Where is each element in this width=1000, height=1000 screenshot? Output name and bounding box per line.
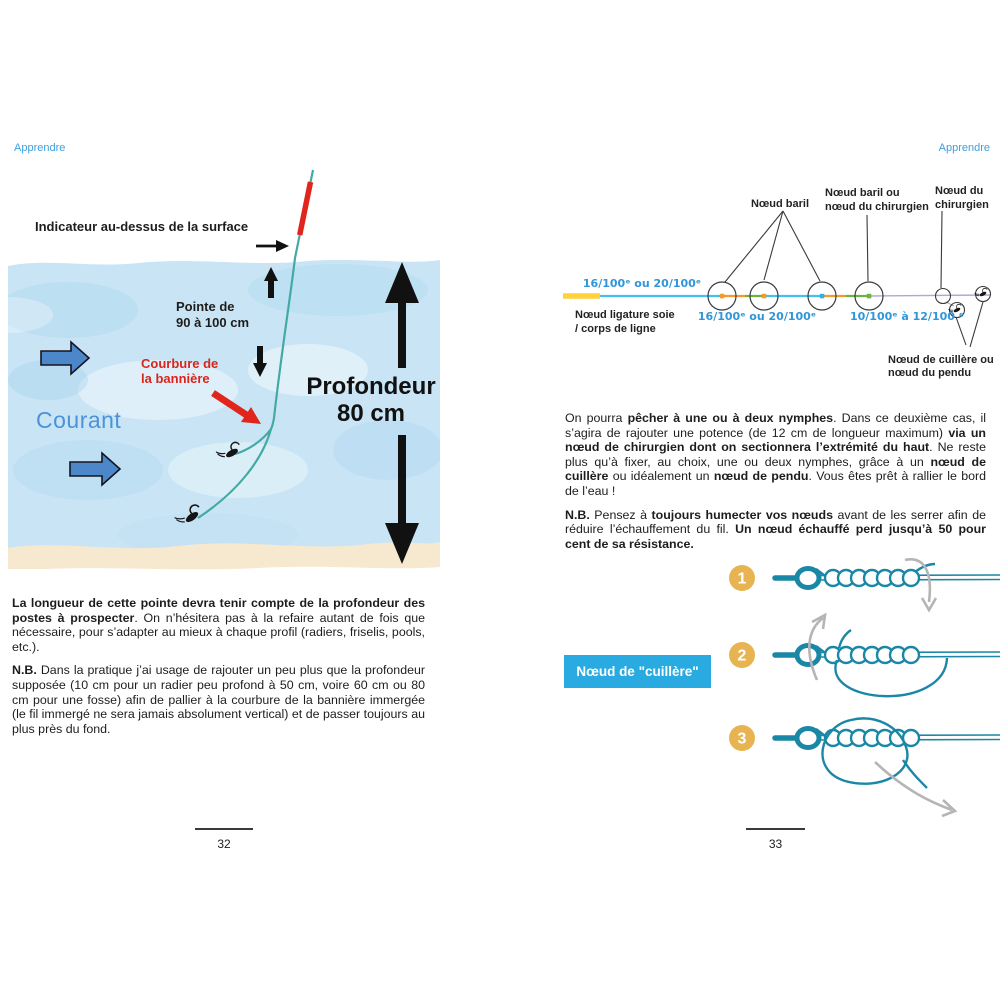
step-1-number: 1 xyxy=(737,570,747,588)
ligature-label-2: / corps de ligne xyxy=(575,323,656,335)
spoon-knot-title: Nœud de "cuillère" xyxy=(576,664,699,679)
left-body-text xyxy=(12,596,425,745)
step-2-number: 2 xyxy=(737,647,747,665)
footer-rule-left xyxy=(195,828,253,830)
depth-label-2: 80 cm xyxy=(336,400,406,427)
spoon-knot-label-1: Nœud de cuillère ou xyxy=(888,354,994,366)
spoon-knot-label-2: nœud du pendu xyxy=(888,367,972,379)
barrel-or-surgeon-label-1: Nœud baril ou xyxy=(825,187,900,199)
knot-steps-diagram xyxy=(555,550,1000,835)
depth-diagram xyxy=(8,140,440,570)
step-3-number: 3 xyxy=(737,730,747,748)
tippet-segment xyxy=(869,295,991,296)
paragraph: N.B. Pensez à toujours humecter vos nœuds avant de les serrer afin de réduire l’échauffement du fil. Un nœud échauffé perd jusqu’à 50 pour cent de sa résistance. xyxy=(565,507,986,551)
knot-mark-4 xyxy=(867,294,872,299)
depth-label-1: Profondeur xyxy=(306,373,436,400)
tippet-size-mid: 16/100ᵉ ou 20/100ᵉ xyxy=(697,310,817,323)
indicator-pointer-arrow xyxy=(256,240,289,252)
right-body-text xyxy=(565,411,986,560)
tip-length-label-1: Pointe de xyxy=(176,299,235,314)
barrel-knot-label: Nœud baril xyxy=(750,198,810,210)
surgeon-knot-label-2: chirurgien xyxy=(935,199,989,211)
leader-rig-diagram xyxy=(555,175,1000,390)
knot-mark-1 xyxy=(720,294,725,299)
paragraph: On pourra pêcher à une ou à deux nymphes. Dans ce deuxième cas, il s’agira de rajouter une potence (de 12 cm de longueur maximum) via un nœud de chirurgien dont on sectionnera l’extrémité du haut. Ne reste plus qu’à fixer, au choix, une ou deux nymphes, grâce à un nœud de cuillère ou idéalement un nœud de pendu. Vous êtes prêt à rallier le bord de l’eau ! xyxy=(565,411,986,498)
footer-rule-right xyxy=(746,828,805,830)
paragraph: N.B. Dans la pratique j’ai usage de rajouter un peu plus que la profondeur supposée (10 cm pour un radier peu profond à 50 cm, voire 60 cm ou 80 cm pour une fosse) afin de pallier à la courbure de la bannière immergée (le fil immergé ne sera jamais absolument vertical) et de passer toujours au plus près du fond. xyxy=(12,663,425,736)
step-3-arrow xyxy=(875,762,955,816)
running-head-right: Apprendre xyxy=(938,142,990,154)
strike-indicator xyxy=(300,182,311,235)
ligature-label-1: Nœud ligature soie xyxy=(575,309,675,321)
tippet-size-top: 16/100ᵉ ou 20/100ᵉ xyxy=(582,277,702,290)
current-label: Courant xyxy=(36,407,122,433)
knot-mark-3 xyxy=(820,294,825,299)
knot-step-3-drawing xyxy=(775,718,1000,788)
tippet-size-tip: 10/100ᵉ à 12/100 ᵉ xyxy=(849,310,965,323)
curvature-label-2: la bannière xyxy=(141,371,210,386)
barrel-or-surgeon-label-2: nœud du chirurgien xyxy=(825,201,929,213)
page-number-right: 33 xyxy=(768,837,783,851)
knot-step-1-drawing xyxy=(775,564,1000,588)
indicator-label: Indicateur au-dessus de la surface xyxy=(35,219,249,234)
knot-mark-2 xyxy=(762,294,767,299)
running-head-left: Apprendre xyxy=(14,142,66,154)
curvature-label-1: Courbure de xyxy=(141,356,219,371)
callout-lines xyxy=(725,211,983,347)
surgeon-knot-label-1: Nœud du xyxy=(935,185,984,197)
paragraph: La longueur de cette pointe devra tenir compte de la profondeur des postes à prospecter. On n’hésitera pas à la refaire autant de fois que nécessaire, pour s’adapter au mieux à chaque profil (radiers, friselis, pools, etc.). xyxy=(12,596,425,654)
tip-length-label-2: 90 à 100 cm xyxy=(176,315,250,330)
river-bed-sand xyxy=(8,542,440,569)
page-number-left: 32 xyxy=(217,837,231,851)
